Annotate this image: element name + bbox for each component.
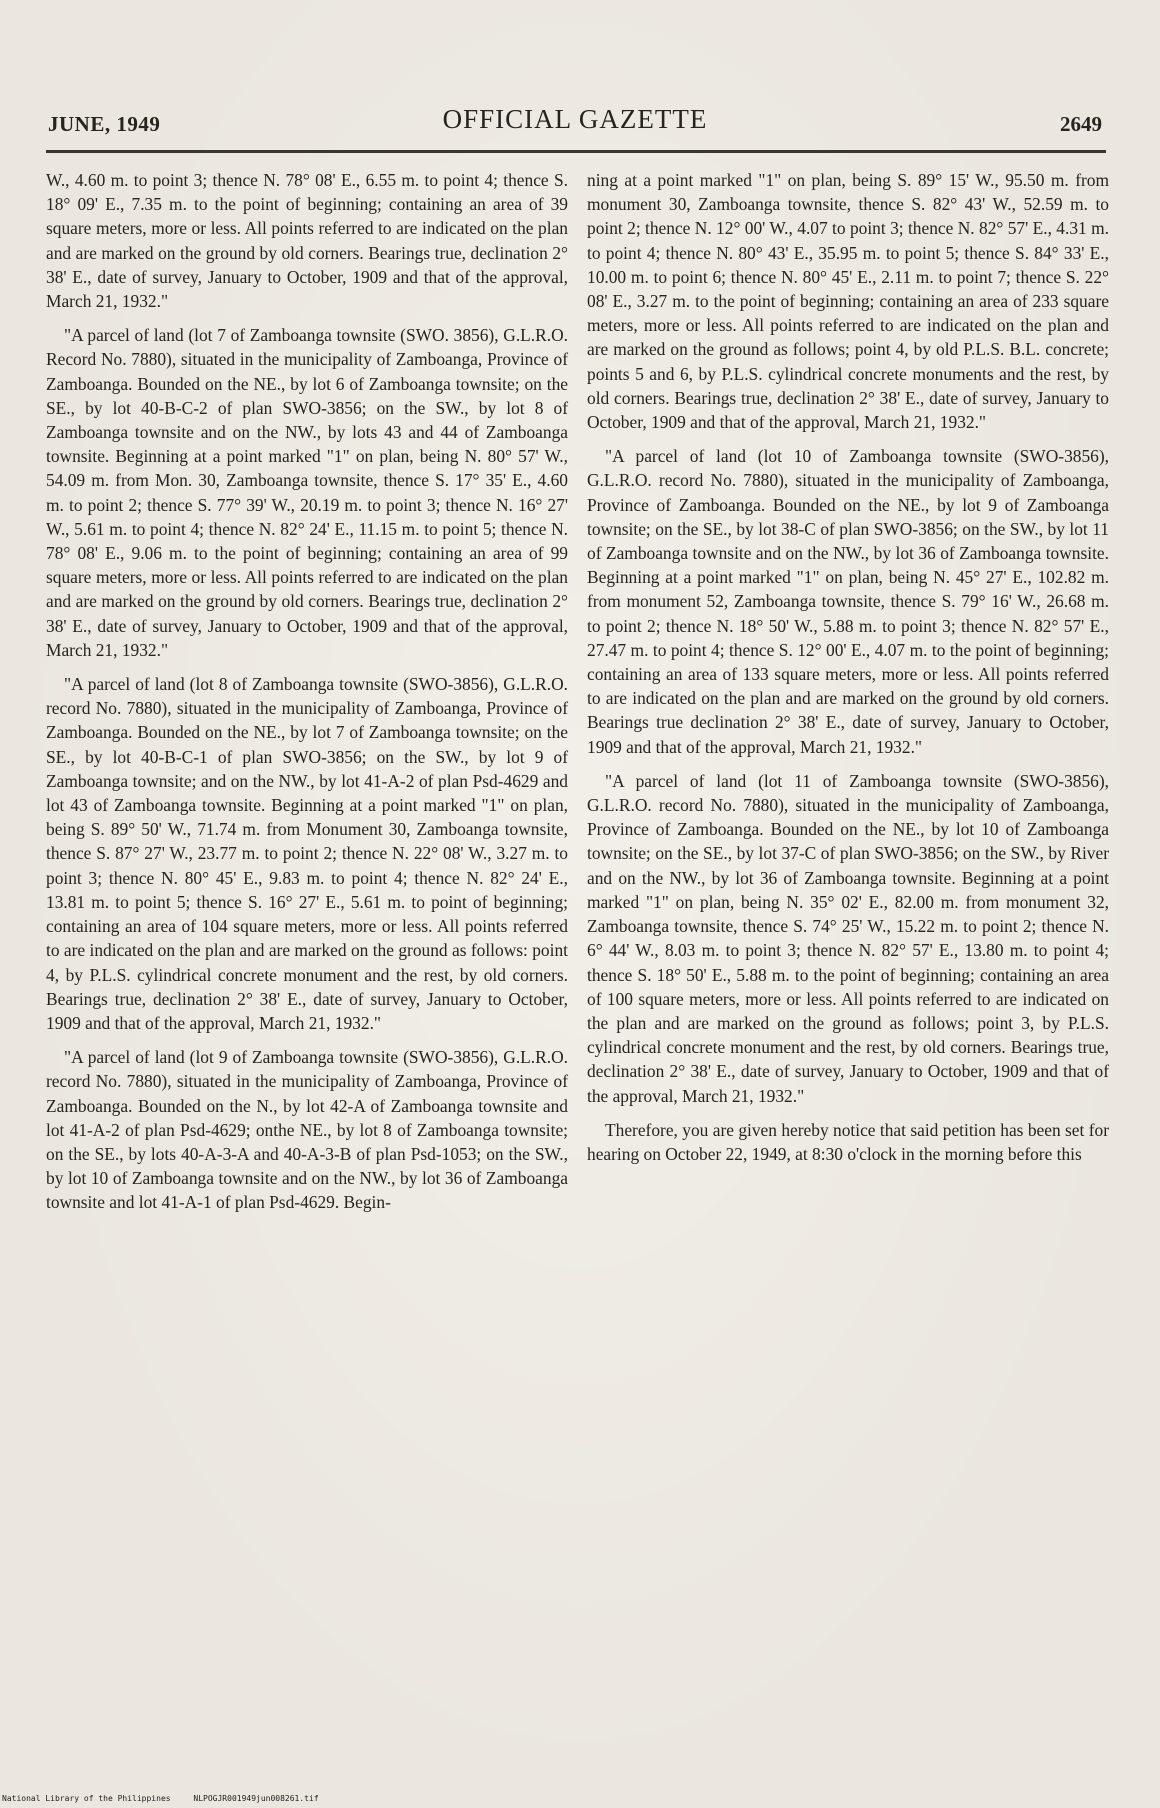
library-credit: National Library of the Philippines	[2, 1794, 171, 1803]
paragraph: ning at a point marked "1" on plan, being S. 89° 15' W., 95.50 m. from monument 30, Zamboanga townsite, thence S. 82° 43' W., 52.59 m. to point 2; thence N. 12° 00' W., 4.07 to point 3; thence N. 82° 57' E., 4.31 m. to point 4; thence N. 80° 43' E., 35.95 m. to point 5; thence S. 84° 33' E., 10.00 m. to point 6; thence N. 80° 45' E., 2.11 m. to point 7; thence S. 22° 08' E., 3.27 m. to the point of beginning; containing an area of 233 square meters, more or less. All points referred to are indicated on the plan and are marked on the ground as follows; point 4, by old P.L.S. B.L. concrete; points 5 and 6, by P.L.S. cylindrical concrete monuments and the rest, by old corners. Bearings true, declination 2° 38' E., date of survey, January to October, 1909 and that of the approval, March 21, 1932."	[587, 170, 1109, 433]
paragraph: W., 4.60 m. to point 3; thence N. 78° 08' E., 6.55 m. to point 4; thence S. 18° 09' E., 7.35 m. to the point of beginning; containing an area of 39 square meters, more or less. All points referred to are indicated on the plan and are marked on the ground by old corners. Bearings true, declination 2° 38' E., date of survey, January to October, 1909 and that of the approval, March 21, 1932."	[46, 170, 568, 312]
header-rule	[46, 150, 1106, 153]
publication-title: OFFICIAL GAZETTE	[442, 104, 708, 134]
page-number: 2649	[1060, 112, 1102, 136]
paragraph: Therefore, you are given hereby notice that said petition has been set for hearing on October 22, 1949, at 8:30 o'clock in the morning before this	[587, 1119, 1109, 1164]
paragraph: "A parcel of land (lot 8 of Zamboanga townsite (SWO-3856), G.L.R.O. record No. 7880), situated in the municipality of Zamboanga, Province of Zamboanga. Bounded on the NE., by lot 7 of Zamboanga townsite; on the SE., by lot 40-B-C-1 of plan SWO-3856; on the SW., by lot 9 of Zamboanga townsite; and on the NW., by lot 41-A-2 of plan Psd-4629 and lot 43 of Zamboanga townsite. Beginning at a point marked "1" on plan, being S. 89° 50' W., 71.74 m. from Monument 30, Zamboanga townsite, thence S. 87° 27' W., 23.77 m. to point 2; thence N. 22° 08' W., 3.27 m. to point 3; thence N. 80° 45' E., 9.83 m. to point 4; thence N. 82° 24' E., 13.81 m. to point 5; thence S. 16° 27' E., 5.61 m. to point of beginning; containing an area of 104 square meters, more or less. All points referred to are indicated on the plan and are marked on the ground as follows: point 4, by P.L.S. cylindrical concrete monument and the rest, by old corners. Bearings true, declination 2° 38' E., date of survey, January to October, 1909 and that of the approval, March 21, 1932."	[46, 674, 568, 1033]
scan-filename: NLPOGJR001949jun008261.tif	[193, 1794, 319, 1803]
paragraph: "A parcel of land (lot 11 of Zamboanga townsite (SWO-3856), G.L.R.O. record No. 7880), situated in the municipality of Zamboanga, Province of Zamboanga. Bounded on the NE., by lot 10 of Zamboanga townsite; on the SE., by lot 37-C of plan SWO-3856; on the SW., by River and on the NW., by lot 36 of Zamboanga townsite. Beginning at a point marked "1" on plan, being N. 35° 02' E., 82.00 m. from monument 32, Zamboanga townsite, thence S. 74° 25' W., 15.22 m. to point 2; thence N. 6° 44' W., 8.03 m. to point 3; thence N. 82° 57' E., 13.80 m. to point 4; thence S. 18° 50' E., 5.88 m. to the point of beginning; containing an area of 100 square meters, more or less. All points referred to are indicated on the plan and are marked on the ground as follows; point 3, by P.L.S. cylindrical concrete monument and the rest, by old corners. Bearings true, declination 2° 38' E., date of survey, January to October, 1909 and that of the approval, March 21, 1932."	[587, 770, 1109, 1106]
right-column	[587, 168, 1109, 1176]
paragraph: "A parcel of land (lot 10 of Zamboanga townsite (SWO-3856), G.L.R.O. record No. 7880), situated in the municipality of Zamboanga, Province of Zamboanga. Bounded on the NE., by lot 9 of Zamboanga townsite; on the SE., by lot 38-C of plan SWO-3856; on the SW., by lot 11 of Zamboanga townsite and on the NW., by lot 36 of Zamboanga townsite. Beginning at a point marked "1" on plan, being N. 45° 27' E., 102.82 m. from monument 52, Zamboanga townsite, thence S. 79° 16' W., 26.68 m. to point 2; thence N. 18° 50' W., 5.88 m. to point 3; thence N. 82° 57' E., 27.47 m. to point 4; thence S. 12° 00' E., 4.07 m. to the point of beginning; containing an area of 133 square meters, more or less. All points referred to are indicated on the plan and are marked on the ground by old corners. Bearings true declination 2° 38' E., date of survey, January to October, 1909 and that of the approval, March 21, 1932."	[587, 446, 1109, 757]
paragraph: "A parcel of land (lot 7 of Zamboanga townsite (SWO. 3856), G.L.R.O. Record No. 7880), situated in the municipality of Zamboanga, Province of Zamboanga. Bounded on the NE., by lot 6 of Zamboanga townsite; on the SE., by lot 40-B-C-2 of plan SWO-3856; on the SW., by lot 8 of Zamboanga townsite and on the NW., by lots 43 and 44 of Zamboanga townsite. Beginning at a point marked "1" on plan, being N. 80° 57' W., 54.09 m. from Mon. 30, Zamboanga townsite, thence S. 17° 35' E., 4.60 m. to point 2; thence S. 77° 39' W., 20.19 m. to point 3; thence N. 16° 27' W., 5.61 m. to point 4; thence N. 82° 24' E., 11.15 m. to point 5; thence N. 78° 08' E., 9.06 m. to the point of beginning; containing an area of 99 square meters, more or less. All points referred to are indicated on the plan and are marked on the ground by old corners. Bearings true, declination 2° 38' E., date of survey, January to October, 1909 and that of the approval, March 21, 1932."	[46, 325, 568, 660]
issue-date: JUNE, 1949	[48, 112, 161, 136]
page-header	[44, 104, 1106, 144]
paragraph: "A parcel of land (lot 9 of Zamboanga townsite (SWO-3856), G.L.R.O. record No. 7880), situated in the municipality of Zamboanga, Province of Zamboanga. Bounded on the N., by lot 42-A of Zamboanga townsite and lot 41-A-2 of plan Psd-4629; onthe NE., by lot 8 of Zamboanga townsite; on the SE., by lots 40-A-3-A and 40-A-3-B of plan Psd-1053; on the SW., by lot 10 of Zamboanga townsite and on the NW., by lot 36 of Zamboanga townsite and lot 41-A-1 of plan Psd-4629. Begin-	[46, 1047, 568, 1213]
scan-footer	[2, 1794, 319, 1804]
left-column	[46, 168, 568, 1225]
